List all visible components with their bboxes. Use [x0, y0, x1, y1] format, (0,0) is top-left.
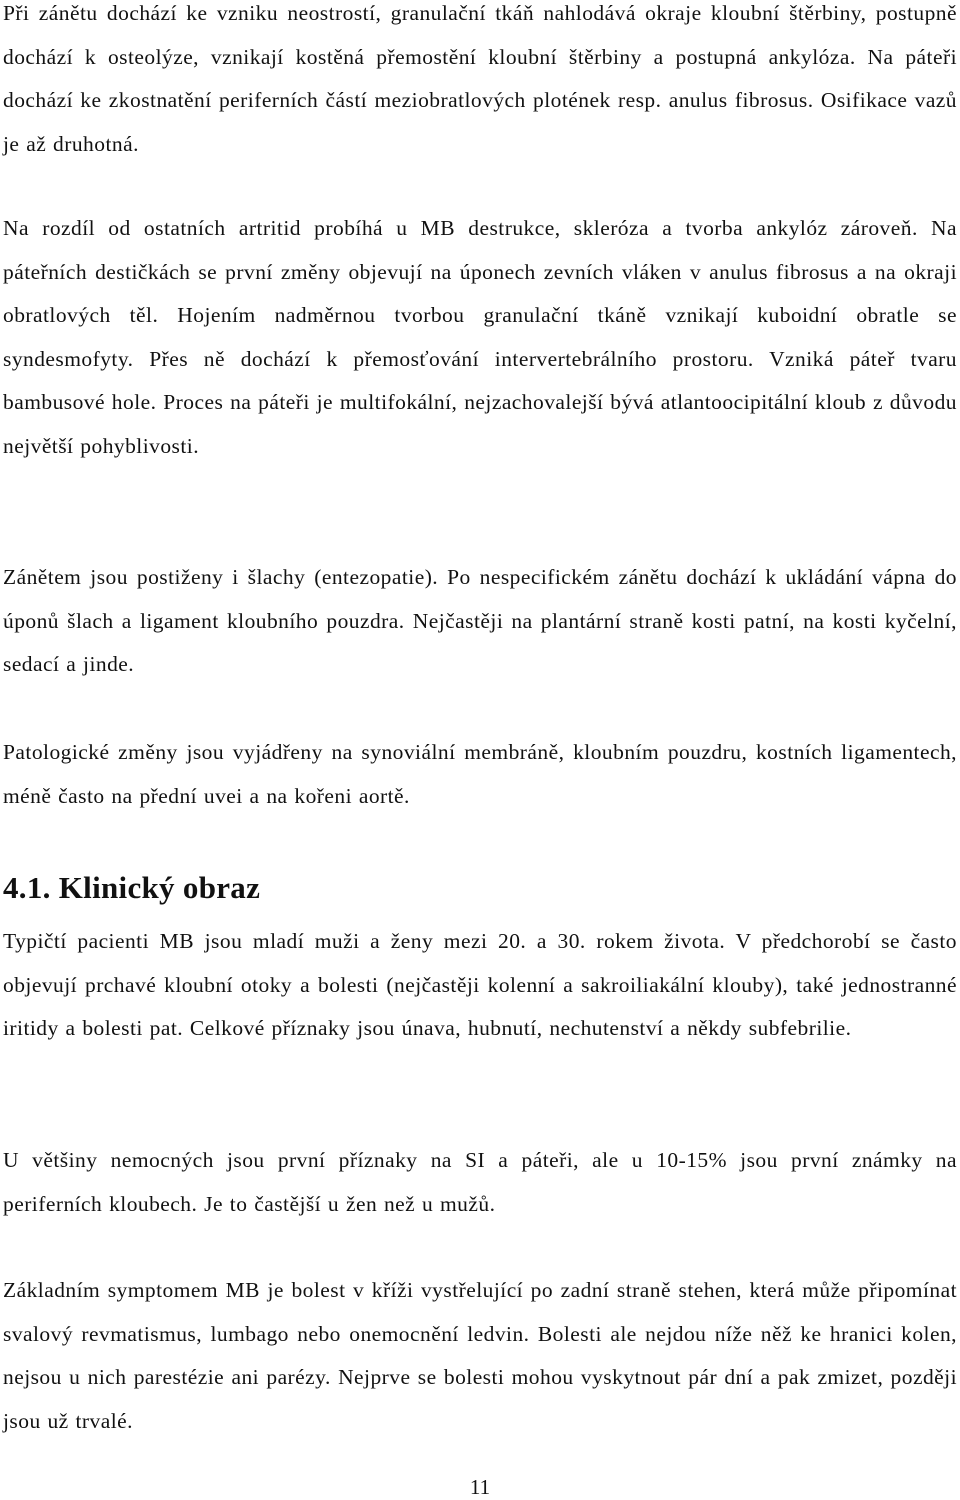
- paragraph-first-symptoms: U většiny nemocných jsou první příznaky na SI a páteři, ale u 10-15% jsou první známky na periferních kloubech. Je to častější u žen než u mužů.: [3, 1148, 957, 1216]
- paragraph-basic-symptom: Základním symptomem MB je bolest v kříži vystřelující po zadní straně stehen, která může připomínat svalový revmatismus, lumbago nebo onemocnění ledvin. Bolesti ale nejdou níže něž ke hranici kolen, nejsou u nich parestézie ani parézy. Nejprve se bolesti mohou vyskytnout pár dní a pak zmizet, později jsou už trvalé.: [3, 1278, 957, 1433]
- paragraph-ankylosis-differences: Na rozdíl od ostatních artritid probíhá u MB destrukce, skleróza a tvorba ankylóz zároveň. Na páteřních destičkách se první změny objevují na úponech zevních vláken v anulus fibrosus a na okraji obratlových těl. Hojením nadměrnou tvorbou granulační tkáně vznikají kuboidní obratle se syndesmofyty. Přes ně dochází k přemosťování intervertebrálního prostoru. Vzniká páteř tvaru bambusové hole. Proces na páteři je multifokální, nejzachovalejší bývá atlantoocipitální kloub z důvodu největší pohyblivosti.: [3, 216, 957, 458]
- section-heading: 4.1. Klinický obraz: [3, 870, 261, 905]
- paragraph-enthesopathy: Zánětem jsou postiženy i šlachy (entezopatie). Po nespecifickém zánětu dochází k ukládání vápna do úponů šlach a ligament kloubního pouzdra. Nejčastěji na plantární straně kosti patní, na kosti kyčelní, sedací a jinde.: [3, 565, 957, 676]
- paragraph-inflammation: Při zánětu dochází ke vzniku neostrostí, granulační tkáň nahlodává okraje kloubní štěrbiny, postupně dochází k osteolýze, vznikají kostěná přemostění kloubní štěrbiny a postupná ankylóza. Na páteři dochází ke zkostnatění periferních částí meziobratlových plotének resp. anulus fibrosus. Osifikace vazů je až druhotná.: [3, 1, 957, 156]
- paragraph-typical-patients: Typičtí pacienti MB jsou mladí muži a ženy mezi 20. a 30. rokem života. V předchorobí se často objevují prchavé kloubní otoky a bolesti (nejčastěji kolenní a sakroiliakální klouby), také jednostranné iritidy a bolesti pat. Celkové příznaky jsou únava, hubnutí, nechutenství a někdy subfebrilie.: [3, 929, 957, 1040]
- page-number: 11: [469, 1475, 491, 1499]
- paragraph-pathological-changes: Patologické změny jsou vyjádřeny na synoviální membráně, kloubním pouzdru, kostních ligamentech, méně často na přední uvei a na kořeni aortě.: [3, 740, 957, 808]
